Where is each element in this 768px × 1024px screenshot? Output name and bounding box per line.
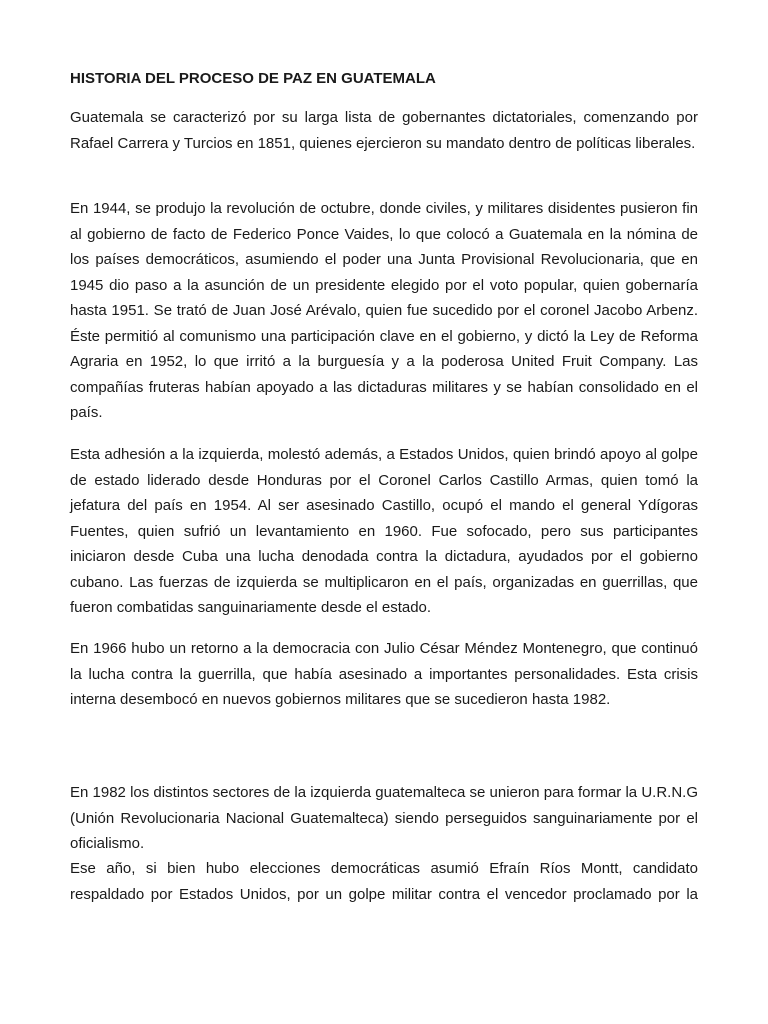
paragraph-2: En 1944, se produjo la revolución de octubre, donde civiles, y militares disidentes pusieron fin al gobierno de facto de Federico Ponce Vaides, lo que colocó a Guatemala en la nómina de los países democráticos, asumiendo el poder una Junta Provisional Revolucionaria, que en 1945 dio paso a la asunción de un presidente elegido por el voto popular, quien gobernaría hasta 1951. Se trató de Juan José Arévalo, quien fue sucedido por el coronel Jacobo Arbenz. Éste permitió al comunismo una participación clave en el gobierno, y dictó la Ley de Reforma Agraria en 1952, lo que irritó a la burguesía y a la poderosa United Fruit Company. Las compañías fruteras habían apoyado a las dictaduras militares y se habían consolidado en el país. (70, 200, 698, 421)
paragraph-6: Ese año, si bien hubo elecciones democráticas asumió Efraín Ríos Montt, candidato respaldado por Estados Unidos, por un golpe militar contra el vencedor proclamado por la (70, 860, 698, 903)
paragraph-3: Esta adhesión a la izquierda, molestó además, a Estados Unidos, quien brindó apoyo al golpe de estado liderado desde Honduras por el Coronel Carlos Castillo Armas, quien tomó la jefatura del país en 1954. Al ser asesinado Castillo, ocupó el mando el general Ydígoras Fuentes, quien sufrió un levantamiento en 1960. Fue sofocado, pero sus participantes iniciaron desde Cuba una lucha denodada contra la dictadura, ayudados por el gobierno cubano. Las fuerzas de izquierda se multiplicaron en el país, organizadas en guerrillas, que fueron combatidas sanguinariamente desde el estado. (70, 446, 698, 616)
document-title: HISTORIA DEL PROCESO DE PAZ EN GUATEMALA (70, 70, 436, 87)
paragraph-4: En 1966 hubo un retorno a la democracia con Julio César Méndez Montenegro, que continuó la lucha contra la guerrilla, que había asesinado a importantes personalidades. Esta crisis interna desembocó en nuevos gobiernos militares que se sucedieron hasta 1982. (70, 640, 698, 708)
paragraph-5: En 1982 los distintos sectores de la izquierda guatemalteca se unieron para formar la U.R.N.G (Unión Revolucionaria Nacional Guatemalteca) siendo perseguidos sanguinariamente por el oficialismo. (70, 784, 698, 852)
paragraph-1: Guatemala se caracterizó por su larga lista de gobernantes dictatoriales, comenzando por Rafael Carrera y Turcios en 1851, quienes ejercieron su mandato dentro de políticas liberales. (70, 109, 698, 152)
